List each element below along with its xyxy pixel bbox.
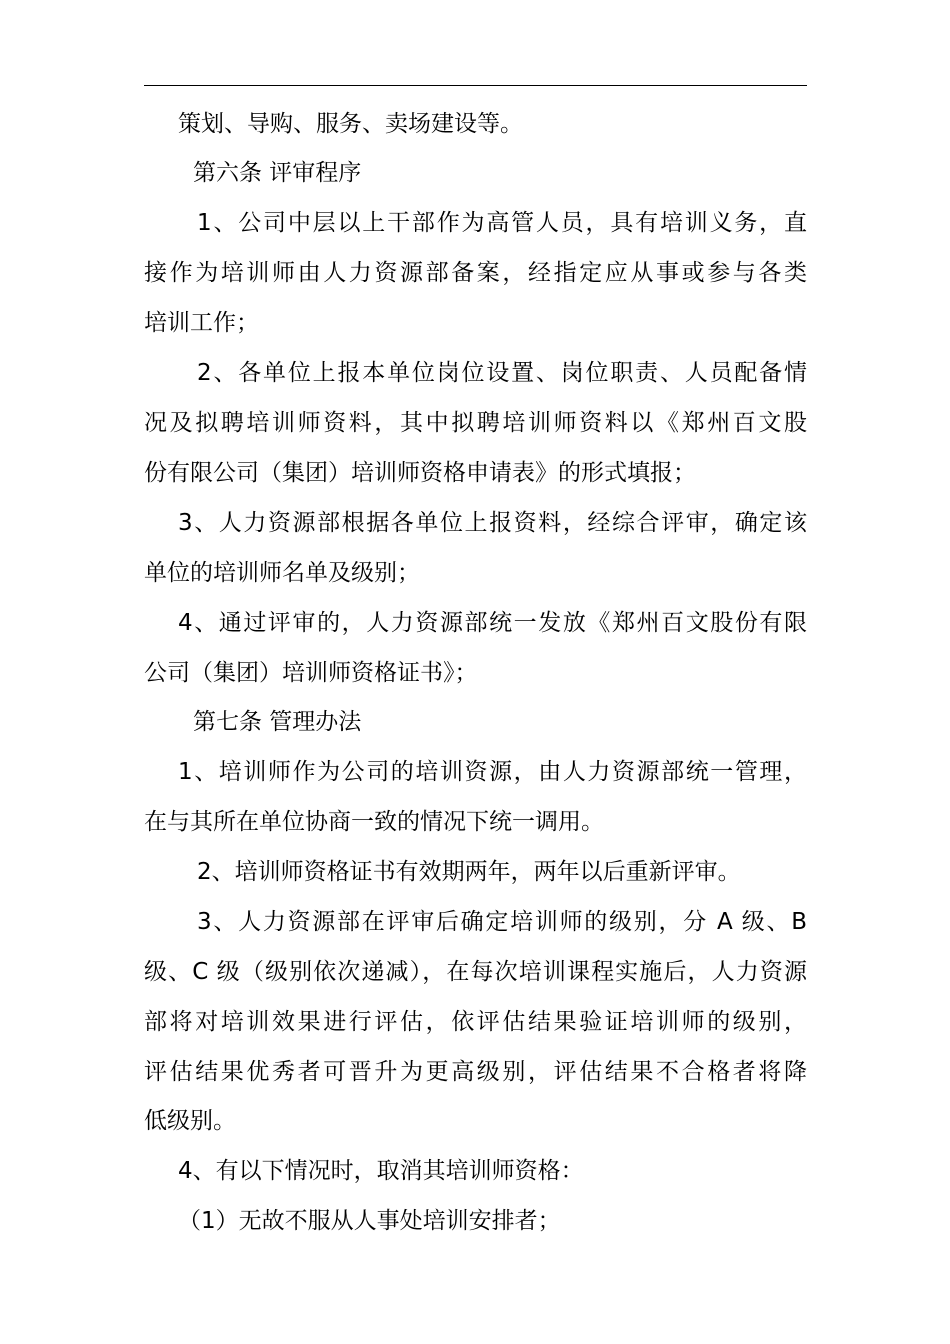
text-line: 况及拟聘培训师资料，其中拟聘培训师资料以《郑州百文股	[144, 410, 807, 436]
text-line: 在与其所在单位协商一致的情况下统一调用。	[144, 809, 604, 835]
text-line: 策划、导购、服务、卖场建设等。	[178, 111, 523, 137]
section-heading: 第六条 评审程序	[193, 160, 362, 186]
text-line: 2、培训师资格证书有效期两年，两年以后重新评审。	[197, 859, 741, 885]
text-line: 级、C 级（级别依次递减），在每次培训课程实施后，人力资源	[144, 959, 807, 985]
text-line: 2、各单位上报本单位岗位设置、岗位职责、人员配备情	[197, 360, 807, 386]
header-rule	[144, 85, 807, 86]
text-line: 单位的培训师名单及级别；	[144, 560, 420, 586]
text-line: 3、人力资源部在评审后确定培训师的级别，分 A 级、B	[197, 909, 807, 935]
text-line: 4、有以下情况时，取消其培训师资格：	[178, 1158, 584, 1184]
section-heading: 第七条 管理办法	[193, 709, 362, 735]
text-line: 份有限公司（集团）培训师资格申请表》的形式填报；	[144, 460, 696, 486]
text-line: 1、培训师作为公司的培训资源，由人力资源部统一管理，	[178, 759, 807, 785]
text-line: 低级别。	[144, 1108, 236, 1134]
text-line: 4、通过评审的，人力资源部统一发放《郑州百文股份有限	[178, 610, 807, 636]
text-line: （1）无故不服从人事处培训安排者；	[178, 1208, 561, 1234]
text-line: 1、公司中层以上干部作为高管人员，具有培训义务，直	[197, 210, 807, 236]
text-line: 部将对培训效果进行评估，依评估结果验证培训师的级别，	[144, 1009, 807, 1035]
text-line: 评估结果优秀者可晋升为更高级别，评估结果不合格者将降	[144, 1059, 807, 1085]
text-line: 接作为培训师由人力资源部备案，经指定应从事或参与各类	[144, 260, 807, 286]
text-line: 培训工作；	[144, 310, 259, 336]
text-line: 公司（集团）培训师资格证书》；	[144, 660, 478, 686]
text-line: 3、人力资源部根据各单位上报资料，经综合评审，确定该	[178, 510, 807, 536]
